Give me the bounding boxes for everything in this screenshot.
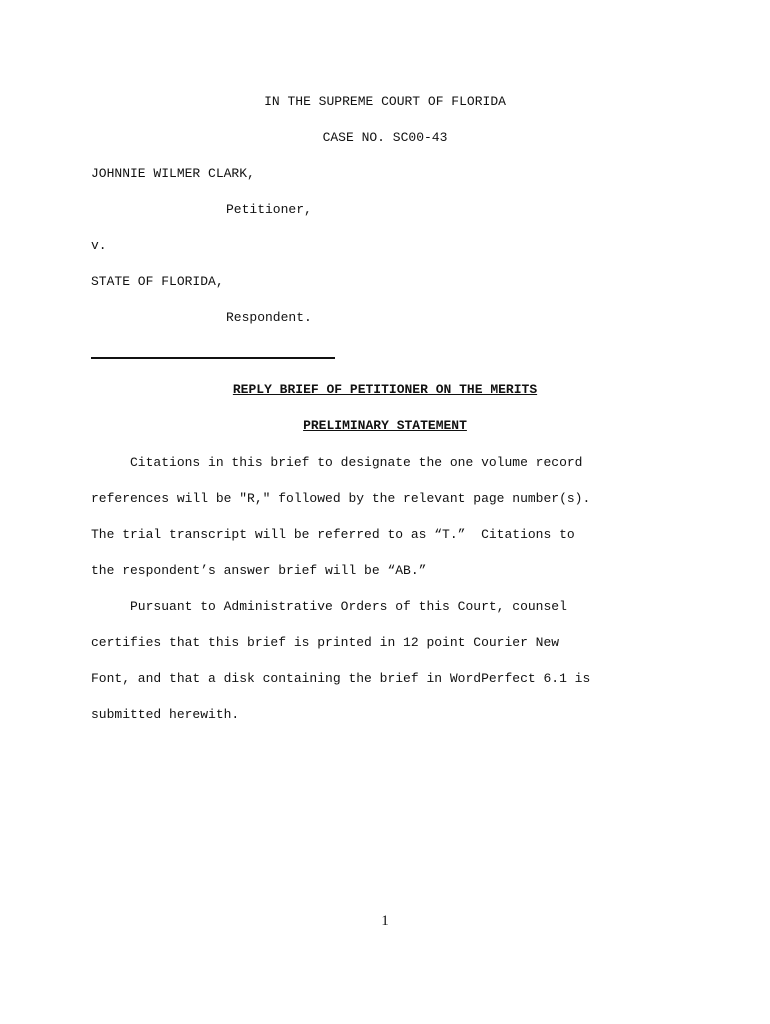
paragraph-line: The trial transcript will be referred to as “T.” Citations to <box>91 527 575 542</box>
paragraph-line: Citations in this brief to designate the one volume record <box>91 455 583 470</box>
section-heading: PRELIMINARY STATEMENT <box>303 418 467 433</box>
petitioner-role: Petitioner, <box>226 202 312 217</box>
court-heading: IN THE SUPREME COURT OF FLORIDA <box>264 94 506 109</box>
case-number: CASE NO. SC00-43 <box>322 130 448 145</box>
paragraph-line: Pursuant to Administrative Orders of this Court, counsel <box>91 599 567 614</box>
caption-divider <box>91 357 335 359</box>
paragraph-line: references will be "R," followed by the relevant page number(s). <box>91 491 591 506</box>
paragraph-line: Font, and that a disk containing the brief in WordPerfect 6.1 is <box>91 671 591 686</box>
petitioner-name: JOHNNIE WILMER CLARK, <box>91 166 255 181</box>
versus: v. <box>91 238 107 253</box>
page-number: 1 <box>381 913 389 929</box>
paragraph-line: the respondent’s answer brief will be “AB.” <box>91 563 427 578</box>
paragraph-line: submitted herewith. <box>91 707 240 722</box>
paragraph-line: certifies that this brief is printed in 12 point Courier New <box>91 635 560 650</box>
respondent-role: Respondent. <box>226 310 312 325</box>
respondent-name: STATE OF FLORIDA, <box>91 274 224 289</box>
brief-title: REPLY BRIEF OF PETITIONER ON THE MERITS <box>232 382 538 397</box>
